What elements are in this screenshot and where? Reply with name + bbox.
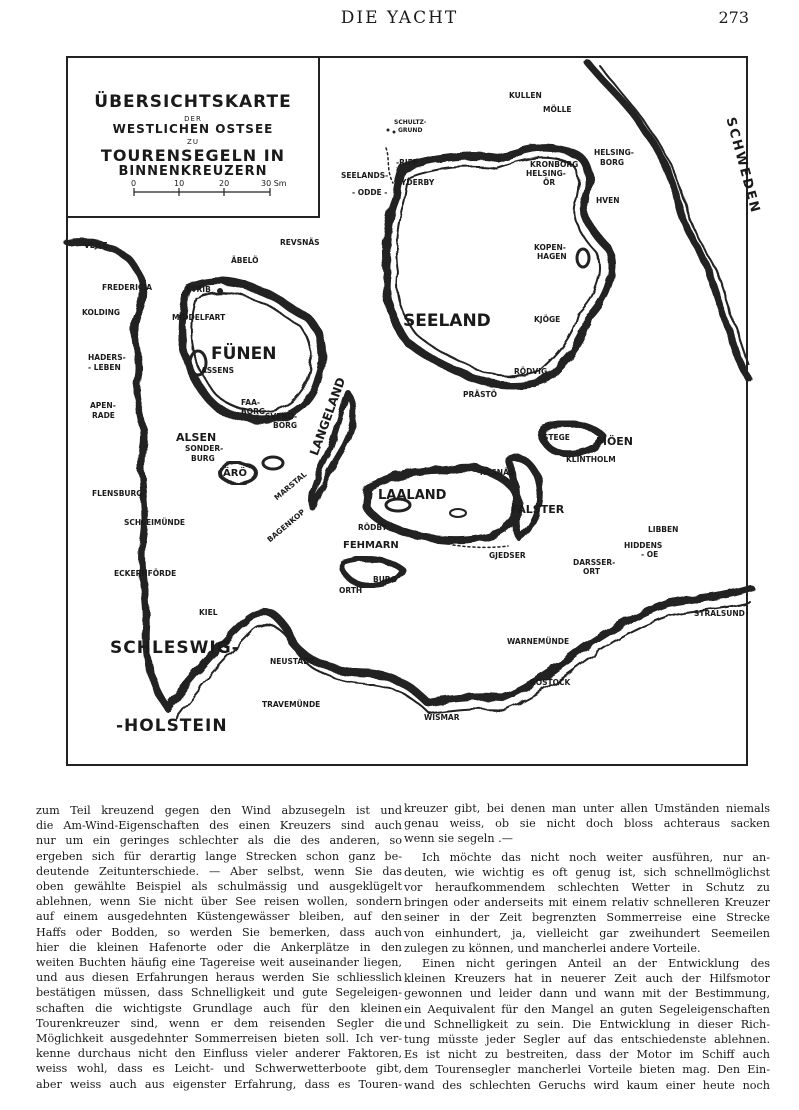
place-haders-2: - LEBEN	[88, 363, 121, 372]
region-laaland: LAALAND	[378, 488, 447, 503]
place-riff: -RIFF	[396, 158, 418, 167]
text-line: zum Teil kreuzend gegen den Wind abzusegeln ist und	[36, 804, 402, 817]
region-aero: ÄRÖ	[223, 468, 247, 479]
place-assens: ASSENS	[201, 366, 235, 375]
region-schweden: SCHWEDEN	[722, 115, 763, 216]
text-line: und aus diesen Erfahrungen heraus werden Sie schliesslich	[36, 971, 402, 985]
place-helsingoer-1: HELSING-	[526, 169, 566, 178]
page-header	[0, 8, 799, 32]
place-nesnaes: NESNÄS	[480, 468, 515, 477]
place-seelandsodde-1: SEELANDS-	[341, 171, 389, 180]
place-kronborg: KRONBORG	[530, 160, 579, 169]
place-burg: BURG	[373, 575, 397, 584]
place-travemuende: TRAVEMÜNDE	[262, 700, 321, 709]
place-svendborg-2: BORG	[273, 421, 298, 430]
text-line: zulegen zu können, und mancherlei andere Vorteile.	[404, 941, 701, 955]
legend-der: DER	[184, 115, 202, 123]
place-rostock: ROSTOCK	[530, 678, 571, 687]
text-line: dem Tourensegler mancherlei Vorteile bieten mag. Den Ein-	[404, 1063, 770, 1077]
place-sonderburg-2: BURG	[191, 454, 215, 463]
region-fehmarn: FEHMARN	[343, 540, 399, 551]
text-line: weiss wohl, dass es Leicht- und Schwerwetterboote gibt,	[36, 1062, 402, 1076]
left-paragraph	[36, 803, 402, 1092]
text-line: Einen nicht geringen Anteil an der Entwicklung des	[422, 957, 770, 971]
text-line: ein Aequivalent für den Mangel an guten Segeleigenschaften	[404, 1002, 770, 1016]
scale-tick-10: 10	[174, 179, 185, 188]
place-seelandsodde-2: - ODDE -	[352, 188, 388, 197]
text-line: deuten, wie wichtig es oft genug ist, sich schnellmöglichst	[404, 865, 770, 879]
text-line: kleinen Kreuzers hat in neuerer Zeit auch der Hilfsmotor	[404, 972, 770, 986]
legend-zu: ZU	[187, 138, 199, 146]
text-line: Haffs oder Bodden, so werden Sie bemerken, dass auch	[36, 925, 402, 939]
scale-tick-30: 30 Sm	[261, 179, 287, 188]
place-schultzgrund-2: GRUND	[398, 127, 423, 134]
place-faaborg-2: BORG	[241, 407, 266, 416]
text-line: oben gewählte Beispiel als schulmässig und ausgeklügelt	[36, 880, 402, 894]
text-line: deutende Zeitunterschiede. — Aber selbst, wenn Sie das	[36, 864, 402, 878]
place-hiddensoe-1: HIDDENS	[624, 541, 663, 550]
place-roedby: RÖDBY	[358, 523, 388, 532]
legend-title: ÜBERSICHTSKARTE	[94, 92, 292, 112]
place-helsingborg-1: HELSING-	[594, 148, 634, 157]
place-warnemuende: WARNEMÜNDE	[507, 637, 570, 646]
right-paragraph-2	[404, 850, 770, 956]
text-line: Möglichkeit ausgedehnter Sommerreisen bieten soll. Ich ver-	[36, 1032, 402, 1046]
text-line: hier die kleinen Hafenorte oder die Ankerplätze in den	[36, 940, 402, 954]
text-line: wand des schlechten Geruchs wird kaum einer heute noch	[404, 1078, 770, 1092]
scale-tick-20: 20	[219, 179, 230, 188]
region-holstein: -HOLSTEIN	[116, 716, 228, 736]
place-svendborg-1: SVEND-	[265, 412, 298, 421]
legend-binnen: BINNENKREUZERN	[118, 164, 268, 179]
text-line: und Schnelligkeit zu sein. Die Entwicklung in dieser Rich-	[404, 1017, 770, 1031]
text-line: wenn sie segeln .—	[404, 832, 513, 846]
region-fuenen: FÜNEN	[211, 344, 277, 364]
place-schleimuende: SCHLEIMÜNDE	[124, 518, 186, 527]
right-paragraph-3	[404, 956, 770, 1093]
place-kullen: KULLEN	[509, 91, 542, 100]
place-sonderburg-1: SONDER-	[185, 444, 224, 453]
place-orth: ORTH	[339, 586, 363, 595]
region-falster: FALSTER	[511, 503, 565, 516]
scale-tick-0: 0	[131, 179, 137, 188]
overview-map	[66, 56, 763, 766]
place-wismar: WISMAR	[424, 713, 460, 722]
region-langeland: LANGELAND	[307, 375, 349, 458]
text-line: schaften die wichtigste Grundlage auch für den kleinen	[36, 1001, 402, 1015]
text-line: Es ist nicht zu bestreiten, dass der Motor im Schiff auch	[404, 1048, 770, 1062]
place-vejle: VEJLE	[84, 241, 108, 250]
text-line: aber weiss auch aus eigenster Erfahrung, dass es Touren-	[36, 1077, 402, 1091]
place-schultzgrund-1: SCHULTZ-	[394, 119, 427, 126]
place-faaborg-1: FAA-	[241, 398, 260, 407]
place-stege: STEGE	[543, 433, 570, 442]
place-apenrade-2: RADE	[92, 411, 115, 420]
place-haders-1: HADERS-	[88, 353, 126, 362]
text-line: Tourenkreuzer sind, wenn er dem reisenden Segler die	[36, 1016, 402, 1030]
place-helsingborg-2: BORG	[600, 158, 625, 167]
region-schleswig: SCHLESWIG-	[110, 638, 240, 658]
text-line: weiten Buchten häufig eine Tagereise weit auseinander liegen,	[36, 956, 402, 970]
place-revsnaes: REVSNÄS	[280, 238, 320, 247]
place-roedvig: RÖDVIG	[514, 367, 548, 376]
text-line: kreuzer gibt, bei denen man unter allen Umständen niemals	[404, 802, 770, 815]
place-kjoege: KJÖGE	[534, 315, 561, 324]
text-column-right	[404, 801, 770, 1093]
text-line: genau weiss, ob sie nicht doch bloss achteraus sacken	[404, 817, 770, 831]
text-line: Ich möchte das nicht noch weiter ausführen, nur an-	[422, 850, 770, 864]
place-darsserort-1: DARSSER-	[573, 558, 616, 567]
place-libben: LIBBEN	[648, 525, 679, 534]
place-klintholm: KLINTHOLM	[566, 455, 616, 464]
text-line: ergeben sich für derartig lange Strecken schon ganz be-	[36, 849, 402, 863]
place-apenrade-1: APEN-	[90, 401, 116, 410]
map-legend	[68, 58, 320, 218]
place-hiddensoe-2: - OE	[641, 550, 659, 559]
place-darsserort-2: ORT	[583, 567, 600, 576]
place-gjedser: GJEDSER	[489, 551, 526, 560]
place-strib: STRIB	[186, 285, 211, 294]
page-number: 273	[718, 8, 749, 27]
region-moen: MÖEN	[596, 435, 634, 448]
text-line: die Am-Wind-Eigenschaften des einen Kreuzers sind auch	[36, 819, 402, 833]
place-kopenhagen-2: HAGEN	[537, 252, 567, 261]
legend-touren: TOURENSEGELN IN	[100, 146, 286, 165]
place-kiel: KIEL	[199, 608, 218, 617]
text-line: auf einem ausgedehnten Küstengewässer bleiben, auf den	[36, 910, 402, 924]
place-middelfart: MIDDELFART	[172, 313, 226, 322]
sweden-coast	[588, 63, 748, 378]
place-helsingoer-2: ÖR	[543, 178, 556, 187]
german-coast	[168, 588, 750, 708]
place-praestoe: PRÄSTÖ	[463, 390, 497, 399]
place-stralsund: STRALSUND	[694, 609, 745, 618]
text-line: tung müsste jeder Segler auf das entschiedenste ablehnen.	[404, 1033, 770, 1047]
running-title: DIE YACHT	[340, 8, 459, 28]
place-kolding: KOLDING	[82, 308, 121, 317]
place-eckernfoerde: ECKERNFÖRDE	[114, 569, 177, 578]
place-bagenkop: BAGENKOP	[265, 507, 307, 545]
region-seeland: SEELAND	[403, 311, 491, 331]
legend-subtitle: WESTLICHEN OSTSEE	[112, 122, 274, 136]
place-neustadt: NEUSTADT	[270, 657, 315, 666]
right-paragraph-1	[404, 801, 770, 847]
scale-bar	[68, 58, 318, 218]
laaland-coast	[366, 468, 518, 540]
place-marstal: MARSTAL	[272, 469, 309, 503]
text-line: kenne durchaus nicht den Einfluss vieler anderer Faktoren,	[36, 1047, 402, 1061]
text-line: gewonnen und leider dann und wann mit der Bestimmung,	[404, 987, 770, 1001]
text-line: von einhundert, ja, vielleicht gar zweihundert Seemeilen	[404, 926, 770, 940]
place-flensburg: FLENSBURG	[92, 489, 143, 498]
text-line: nur um ein geringes schlechter als die des anderen, so	[36, 834, 402, 848]
place-kopenhagen-1: KOPEN-	[534, 243, 566, 252]
text-column-left	[36, 803, 402, 1092]
text-line: bestätigen müssen, dass Schnelligkeit und gute Segeleigen-	[36, 986, 402, 1000]
text-line: seiner in der Zeit begrenzten Sommerreise eine Strecke	[404, 911, 770, 925]
place-moelle: MÖLLE	[543, 105, 572, 114]
place-aeboe: ÄBELÖ	[231, 256, 259, 265]
text-line: vor heraufkommendem schlechten Wetter in Schutz zu	[404, 881, 770, 895]
text-line: bringen oder anderseits mit einem relativ schnelleren Kreuzer	[404, 896, 770, 910]
text-line: ablehnen, wenn Sie nicht über See reisen wollen, sondern	[36, 895, 402, 909]
place-hven: HVEN	[596, 196, 620, 205]
place-yderby: YDERBY	[401, 178, 435, 187]
region-alsen: ALSEN	[176, 431, 217, 444]
place-fredericia: FREDERICIA	[102, 283, 153, 292]
